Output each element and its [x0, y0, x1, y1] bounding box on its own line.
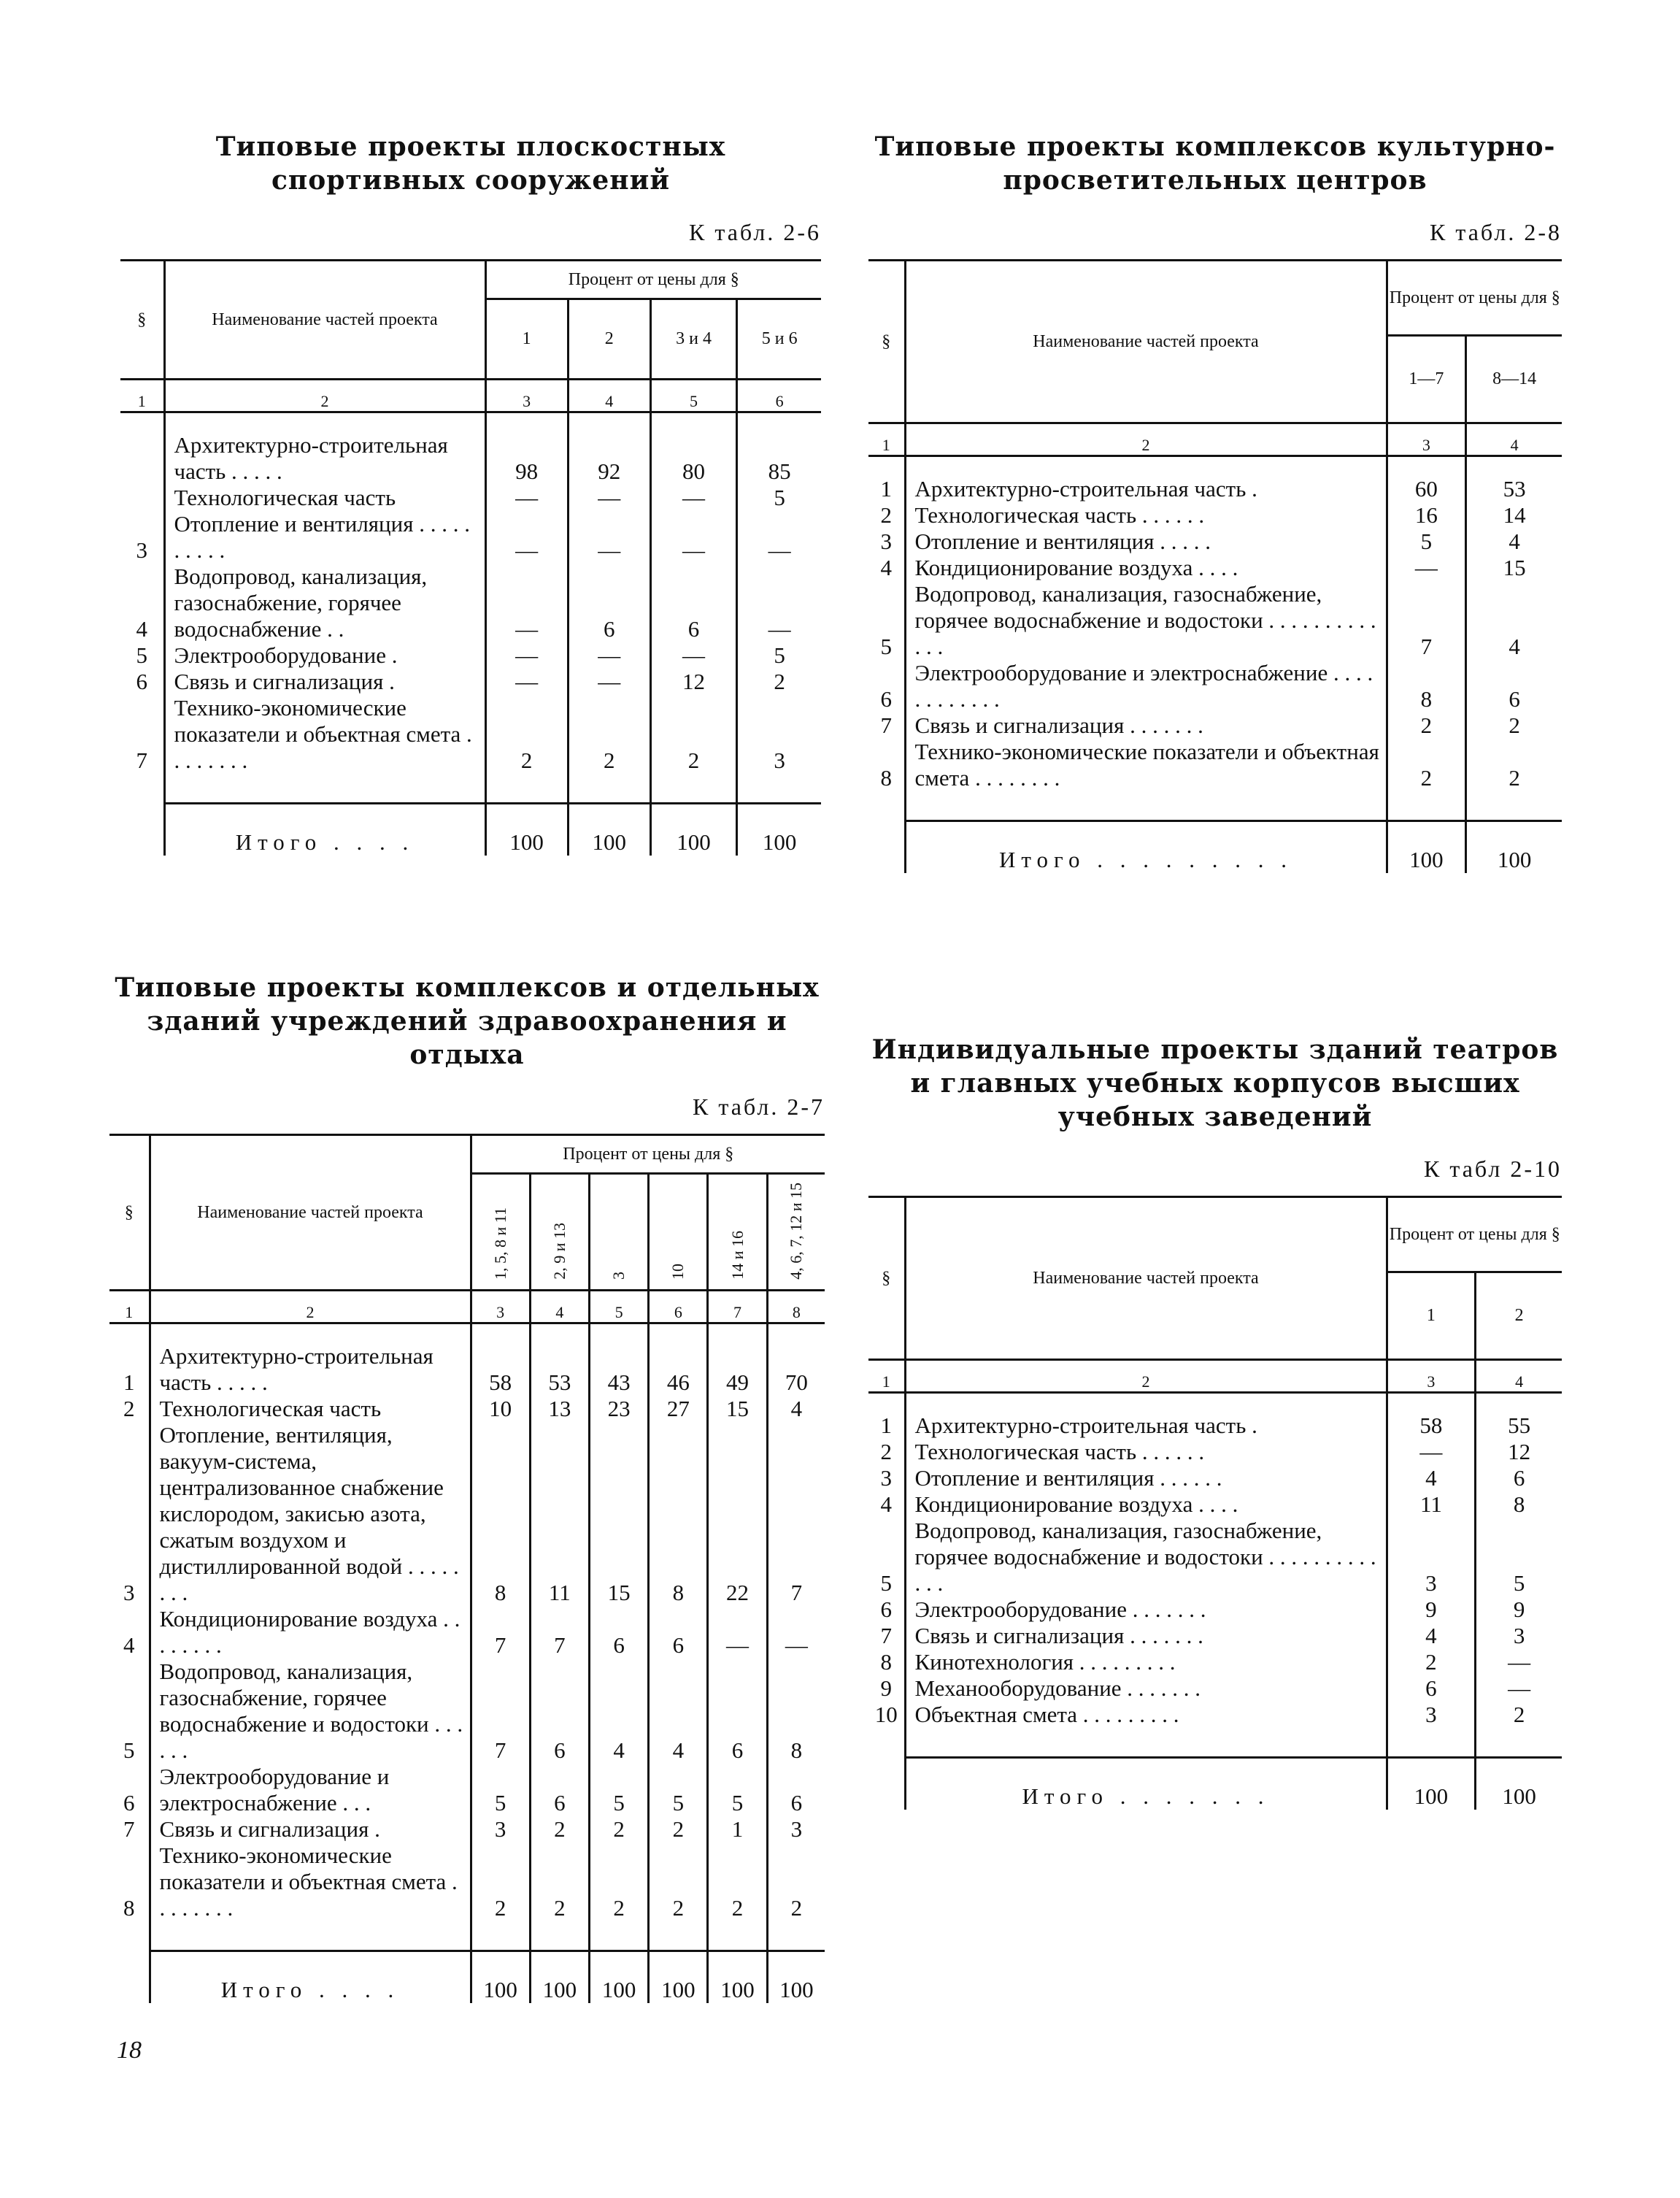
row-value: 5	[737, 642, 821, 669]
table-2-7	[109, 1134, 825, 2003]
row-value: 4	[1387, 1465, 1476, 1491]
total-value: 100	[1476, 1757, 1562, 1810]
row-value: 5	[649, 1764, 708, 1816]
table-2-6-ref: К табл. 2-6	[688, 219, 821, 245]
row-paragraph: 2	[880, 502, 892, 528]
row-value: 11	[1387, 1491, 1476, 1518]
row-value: 3	[767, 1816, 825, 1842]
total-value: 100	[530, 1951, 589, 2003]
row-name: Кондиционирование воздуха . . . . . . . .	[150, 1606, 471, 1659]
row-name: Отопление и вентиляция . . . . . .	[905, 1465, 1387, 1491]
row-value: —	[568, 485, 650, 511]
row-paragraph: 5	[123, 1737, 135, 1763]
table-2-7-ref: К табл. 2-7	[692, 1094, 825, 1120]
col-head: 1	[485, 299, 568, 380]
row-paragraph: 4	[880, 1491, 892, 1517]
col-num: 6	[649, 1291, 708, 1323]
row-paragraph: 4	[123, 1632, 135, 1658]
col-head: 8—14	[1466, 336, 1562, 423]
table-2-6-section	[120, 130, 821, 856]
col-num: 2	[150, 1291, 471, 1323]
row-name: Связь и сигнализация . . . . . . .	[905, 1623, 1387, 1649]
row-value: 53	[1466, 476, 1562, 502]
table-row	[868, 712, 1562, 739]
row-value: 58	[1387, 1413, 1476, 1439]
total-value: 100	[568, 803, 650, 856]
col-head: 3	[589, 1174, 648, 1291]
row-name: Электрооборудование . . . . . . .	[905, 1596, 1387, 1623]
col-head: 4, 6, 7, 12 и 15	[767, 1174, 825, 1291]
name-header: Наименование частей проекта	[905, 1197, 1387, 1360]
row-value: 1	[708, 1816, 767, 1842]
row-name: Архитектурно-строительная часть .	[905, 476, 1387, 502]
name-header: Наименование частей проекта	[150, 1135, 471, 1291]
row-value: 58	[471, 1343, 530, 1396]
col-head: 2, 9 и 13	[530, 1174, 589, 1291]
percent-header: Процент от цены для §	[485, 261, 821, 299]
row-name: Водопровод, канализация, газоснабжение, горячее водоснабжение и водостоки . . . . . . . . . . . . .	[905, 581, 1387, 660]
col-num: 3	[1387, 423, 1466, 456]
row-value: 3	[1476, 1623, 1562, 1649]
row-value: 2	[1476, 1702, 1562, 1728]
row-value: 43	[589, 1343, 648, 1396]
row-paragraph: 6	[123, 1790, 135, 1815]
table-row	[109, 1606, 825, 1659]
table-2-10-ref: К табл 2-10	[1423, 1156, 1562, 1182]
row-value: —	[485, 669, 568, 695]
row-paragraph: 7	[880, 1623, 892, 1648]
row-name: Связь и сигнализация .	[150, 1816, 471, 1842]
row-name: Архитектурно-строительная часть . . . . .	[164, 432, 485, 485]
row-paragraph: 6	[136, 669, 147, 694]
row-value: 70	[767, 1343, 825, 1396]
row-value: 9	[1387, 1596, 1476, 1623]
table-row	[868, 1702, 1562, 1728]
row-value: 7	[1387, 581, 1466, 660]
row-value: 55	[1476, 1413, 1562, 1439]
par-header: §	[868, 261, 905, 423]
table-row	[120, 564, 821, 642]
row-value: 6	[568, 564, 650, 642]
table-2-8-ref: К табл. 2-8	[1429, 219, 1562, 245]
col-head: 2	[568, 299, 650, 380]
row-value: 2	[649, 1816, 708, 1842]
row-name: Электрооборудование и электроснабжение . . . . . . . . . . . .	[905, 660, 1387, 712]
total-row	[109, 1951, 825, 2003]
row-name: Отопление и вентиляция . . . . .	[905, 529, 1387, 555]
par-header: §	[109, 1135, 150, 1291]
row-value: 15	[589, 1422, 648, 1606]
row-value: 4	[589, 1659, 648, 1764]
percent-header: Процент от цены для §	[1387, 261, 1562, 336]
total-value: 100	[1387, 821, 1466, 873]
col-num: 2	[905, 1360, 1387, 1393]
row-value: 22	[708, 1422, 767, 1606]
col-num: 4	[1466, 423, 1562, 456]
row-paragraph: 9	[880, 1675, 892, 1701]
row-name: Технико-экономические показатели и объектная смета . . . . . . . .	[164, 695, 485, 774]
row-value: 4	[649, 1659, 708, 1764]
table-row	[868, 660, 1562, 712]
row-name: Объектная смета . . . . . . . . .	[905, 1702, 1387, 1728]
row-value: 6	[650, 564, 737, 642]
table-row	[868, 476, 1562, 502]
row-value: —	[485, 564, 568, 642]
row-paragraph: 4	[136, 616, 147, 642]
table-row	[868, 739, 1562, 791]
row-paragraph: 4	[880, 555, 892, 580]
row-value: —	[737, 511, 821, 564]
row-value: —	[485, 511, 568, 564]
page-number: 18	[117, 2037, 142, 2064]
row-paragraph: 7	[880, 712, 892, 738]
col-num: 2	[905, 423, 1387, 456]
table-row	[120, 669, 821, 695]
table-row	[868, 555, 1562, 581]
row-value: 2	[1387, 739, 1466, 791]
table-row	[109, 1396, 825, 1422]
row-value: 8	[767, 1659, 825, 1764]
row-value: —	[1476, 1675, 1562, 1702]
row-value: 9	[1476, 1596, 1562, 1623]
row-value: 6	[708, 1659, 767, 1764]
table-2-10-title: Индивидуальные проекты зданий театров и главных учебных корпусов высших учебных заведений	[871, 1034, 1559, 1132]
col-num: 1	[868, 1360, 905, 1393]
row-value: 2	[1387, 712, 1466, 739]
row-value: 4	[767, 1396, 825, 1422]
row-paragraph: 8	[123, 1895, 135, 1921]
total-value: 100	[767, 1951, 825, 2003]
total-value: 100	[650, 803, 737, 856]
table-2-7-title: Типовые проекты комплексов и отдельных зданий учреждений здравоохранения и отдыха	[115, 972, 820, 1070]
row-value: 6	[1387, 1675, 1476, 1702]
row-value: 4	[1466, 581, 1562, 660]
row-paragraph: 8	[880, 765, 892, 791]
row-value: 7	[471, 1659, 530, 1764]
row-value: 3	[1387, 1702, 1476, 1728]
row-value: —	[1387, 555, 1466, 581]
table-row	[109, 1816, 825, 1842]
row-value: 16	[1387, 502, 1466, 529]
row-value: —	[1387, 1439, 1476, 1465]
col-head: 1, 5, 8 и 11	[471, 1174, 530, 1291]
row-name: Архитектурно-строительная часть .	[905, 1413, 1387, 1439]
col-head: 10	[649, 1174, 708, 1291]
row-value: 12	[650, 669, 737, 695]
row-paragraph: 2	[880, 1439, 892, 1464]
row-value: —	[737, 564, 821, 642]
row-value: —	[1476, 1649, 1562, 1675]
row-value: 15	[1466, 555, 1562, 581]
col-num: 1	[109, 1291, 150, 1323]
row-paragraph: 5	[880, 634, 892, 659]
row-value: 12	[1476, 1439, 1562, 1465]
row-value: 2	[589, 1842, 648, 1921]
row-value: 7	[530, 1606, 589, 1659]
row-value: 8	[1387, 660, 1466, 712]
col-num: 4	[1476, 1360, 1562, 1393]
row-value: 2	[1466, 712, 1562, 739]
row-name: Кинотехнология . . . . . . . . .	[905, 1649, 1387, 1675]
row-value: 23	[589, 1396, 648, 1422]
col-num: 8	[767, 1291, 825, 1323]
table-2-8-title: Типовые проекты комплексов культурно-просветительных центров	[874, 131, 1556, 196]
row-value: 7	[767, 1422, 825, 1606]
row-name: Связь и сигнализация .	[164, 669, 485, 695]
row-name: Электрооборудование .	[164, 642, 485, 669]
table-row	[868, 1518, 1562, 1596]
row-name: Технологическая часть . . . . . .	[905, 502, 1387, 529]
row-value: 11	[530, 1422, 589, 1606]
row-value: 2	[589, 1816, 648, 1842]
row-value: 5	[737, 485, 821, 511]
row-value: 14	[1466, 502, 1562, 529]
name-header: Наименование частей проекта	[164, 261, 485, 380]
row-paragraph: 3	[880, 1465, 892, 1491]
table-row	[109, 1842, 825, 1921]
table-row	[868, 1413, 1562, 1439]
total-value: 100	[737, 803, 821, 856]
table-row	[868, 529, 1562, 555]
table-row	[868, 1649, 1562, 1675]
row-value: —	[708, 1606, 767, 1659]
row-value: —	[485, 485, 568, 511]
row-paragraph	[120, 485, 164, 511]
col-num: 4	[530, 1291, 589, 1323]
table-2-8-section	[868, 130, 1562, 873]
row-value: 5	[1387, 529, 1466, 555]
row-value: 6	[589, 1606, 648, 1659]
row-value: 2	[737, 669, 821, 695]
row-value: 46	[649, 1343, 708, 1396]
row-value: 4	[1466, 529, 1562, 555]
total-value: 100	[1387, 1757, 1476, 1810]
total-value: 100	[708, 1951, 767, 2003]
table-row	[868, 1439, 1562, 1465]
row-value: 6	[1466, 660, 1562, 712]
row-value: 98	[485, 432, 568, 485]
table-2-6	[120, 259, 821, 856]
row-value: —	[568, 642, 650, 669]
row-value: 2	[708, 1842, 767, 1921]
col-num: 6	[737, 380, 821, 412]
row-paragraph: 2	[123, 1396, 135, 1421]
row-value: 6	[530, 1764, 589, 1816]
col-num: 7	[708, 1291, 767, 1323]
table-row	[120, 432, 821, 485]
row-name: Электрооборудование и электроснабжение . . .	[150, 1764, 471, 1816]
par-header: §	[120, 261, 164, 380]
table-2-6-title: Типовые проекты плоскостных спортивных сооружений	[215, 131, 726, 196]
row-value: 27	[649, 1396, 708, 1422]
col-num: 3	[485, 380, 568, 412]
row-name: Технико-экономические показатели и объектная смета . . . . . . . .	[905, 739, 1387, 791]
table-row	[868, 581, 1562, 660]
col-head: 5 и 6	[737, 299, 821, 380]
row-value: —	[568, 511, 650, 564]
table-row	[120, 485, 821, 511]
percent-header: Процент от цены для §	[471, 1135, 825, 1174]
table-row	[120, 695, 821, 774]
row-value: 6	[530, 1659, 589, 1764]
row-value: 3	[737, 695, 821, 774]
row-value: —	[485, 642, 568, 669]
row-value: 13	[530, 1396, 589, 1422]
row-paragraph: 7	[123, 1816, 135, 1842]
row-value: 6	[649, 1606, 708, 1659]
table-row	[868, 1491, 1562, 1518]
row-value: 5	[589, 1764, 648, 1816]
row-value: 6	[767, 1764, 825, 1816]
row-paragraph: 6	[880, 1596, 892, 1622]
total-value: 100	[589, 1951, 648, 2003]
table-row	[109, 1343, 825, 1396]
row-name: Технологическая часть	[150, 1396, 471, 1422]
row-paragraph: 1	[880, 476, 892, 502]
total-value: 100	[485, 803, 568, 856]
row-value: 15	[708, 1396, 767, 1422]
col-head: 14 и 16	[708, 1174, 767, 1291]
col-num: 1	[120, 380, 164, 412]
row-paragraph: 10	[874, 1702, 898, 1727]
total-row	[868, 821, 1562, 873]
row-value: 2	[1466, 739, 1562, 791]
row-name: Механооборудование . . . . . . .	[905, 1675, 1387, 1702]
total-label: Итого . . . . . . .	[905, 1757, 1387, 1810]
row-paragraph: 6	[880, 686, 892, 712]
row-name: Технологическая часть . . . . . .	[905, 1439, 1387, 1465]
row-name: Водопровод, канализация, газоснабжение, горячее водоснабжение . .	[164, 564, 485, 642]
table-row	[120, 511, 821, 564]
row-name: Архитектурно-строительная часть . . . . .	[150, 1343, 471, 1396]
row-value: 2	[530, 1842, 589, 1921]
row-value: 5	[708, 1764, 767, 1816]
row-value: 2	[649, 1842, 708, 1921]
row-value: 8	[649, 1422, 708, 1606]
row-value: 4	[1387, 1623, 1476, 1649]
col-num: 4	[568, 380, 650, 412]
total-row	[120, 803, 821, 856]
row-paragraph: 1	[880, 1413, 892, 1438]
row-value: 60	[1387, 476, 1466, 502]
row-value: 85	[737, 432, 821, 485]
row-paragraph: 3	[136, 537, 147, 563]
table-2-10	[868, 1196, 1562, 1810]
table-row	[868, 502, 1562, 529]
row-value: 5	[471, 1764, 530, 1816]
row-paragraph: 3	[880, 529, 892, 554]
row-name: Кондиционирование воздуха . . . .	[905, 1491, 1387, 1518]
table-2-8	[868, 259, 1562, 873]
col-num: 5	[589, 1291, 648, 1323]
table-2-10-section	[868, 1033, 1562, 1810]
row-name: Отопление, вентиляция, вакуум-система, централизованное снабжение кислородом, закисью азота, сжатым воздухом и дистиллированной водой . . . . . . . .	[150, 1422, 471, 1606]
total-value: 100	[471, 1951, 530, 2003]
col-head: 1—7	[1387, 336, 1466, 423]
row-value: 2	[471, 1842, 530, 1921]
row-name: Связь и сигнализация . . . . . . .	[905, 712, 1387, 739]
row-value: 2	[1387, 1649, 1476, 1675]
row-value: 2	[767, 1842, 825, 1921]
total-label: Итого . . . .	[150, 1951, 471, 2003]
row-paragraph: 1	[123, 1369, 135, 1395]
row-value: 49	[708, 1343, 767, 1396]
row-paragraph: 5	[136, 642, 147, 668]
table-row	[868, 1596, 1562, 1623]
col-num: 3	[1387, 1360, 1476, 1393]
row-value: 80	[650, 432, 737, 485]
row-paragraph: 3	[123, 1580, 135, 1605]
row-name: Технико-экономические показатели и объектная смета . . . . . . . .	[150, 1842, 471, 1921]
col-head: 3 и 4	[650, 299, 737, 380]
col-num: 2	[164, 380, 485, 412]
col-head: 1	[1387, 1272, 1476, 1360]
par-header: §	[868, 1197, 905, 1360]
row-name: Водопровод, канализация, газоснабжение, горячее водоснабжение и водостоки . . . . . . . . . . . . .	[905, 1518, 1387, 1596]
col-num: 3	[471, 1291, 530, 1323]
row-value: —	[650, 485, 737, 511]
row-name: Кондиционирование воздуха . . . .	[905, 555, 1387, 581]
row-value: 8	[1476, 1491, 1562, 1518]
col-num: 5	[650, 380, 737, 412]
row-value: 2	[650, 695, 737, 774]
table-row	[109, 1764, 825, 1816]
total-label: Итого . . . . . . . . .	[905, 821, 1387, 873]
row-value: —	[650, 642, 737, 669]
row-value: 2	[530, 1816, 589, 1842]
row-value: 10	[471, 1396, 530, 1422]
total-value: 100	[649, 1951, 708, 2003]
row-value: 6	[1476, 1465, 1562, 1491]
total-label: Итого . . . .	[164, 803, 485, 856]
row-name: Водопровод, канализация, газоснабжение, горячее водоснабжение и водостоки . . . . . .	[150, 1659, 471, 1764]
row-name: Отопление и вентиляция . . . . . . . . . .	[164, 511, 485, 564]
row-value: 53	[530, 1343, 589, 1396]
table-row	[868, 1675, 1562, 1702]
row-value: —	[568, 669, 650, 695]
col-num: 1	[868, 423, 905, 456]
row-value: 92	[568, 432, 650, 485]
row-value: —	[767, 1606, 825, 1659]
percent-header: Процент от цены для §	[1387, 1197, 1562, 1272]
row-value: 8	[471, 1422, 530, 1606]
row-paragraph	[120, 432, 164, 485]
table-row	[868, 1623, 1562, 1649]
name-header: Наименование частей проекта	[905, 261, 1387, 423]
total-value: 100	[1466, 821, 1562, 873]
row-value: 3	[471, 1816, 530, 1842]
row-value: 5	[1476, 1518, 1562, 1596]
row-value: 2	[485, 695, 568, 774]
table-2-7-section	[109, 971, 825, 2003]
table-row	[120, 642, 821, 669]
table-row	[109, 1659, 825, 1764]
col-head: 2	[1476, 1272, 1562, 1360]
row-paragraph: 7	[136, 748, 147, 773]
row-value: 7	[471, 1606, 530, 1659]
table-row	[109, 1422, 825, 1606]
total-row	[868, 1757, 1562, 1810]
row-name: Технологическая часть	[164, 485, 485, 511]
row-paragraph: 5	[880, 1570, 892, 1596]
row-paragraph: 8	[880, 1649, 892, 1675]
row-value: —	[650, 511, 737, 564]
row-value: 3	[1387, 1518, 1476, 1596]
row-value: 2	[568, 695, 650, 774]
table-row	[868, 1465, 1562, 1491]
